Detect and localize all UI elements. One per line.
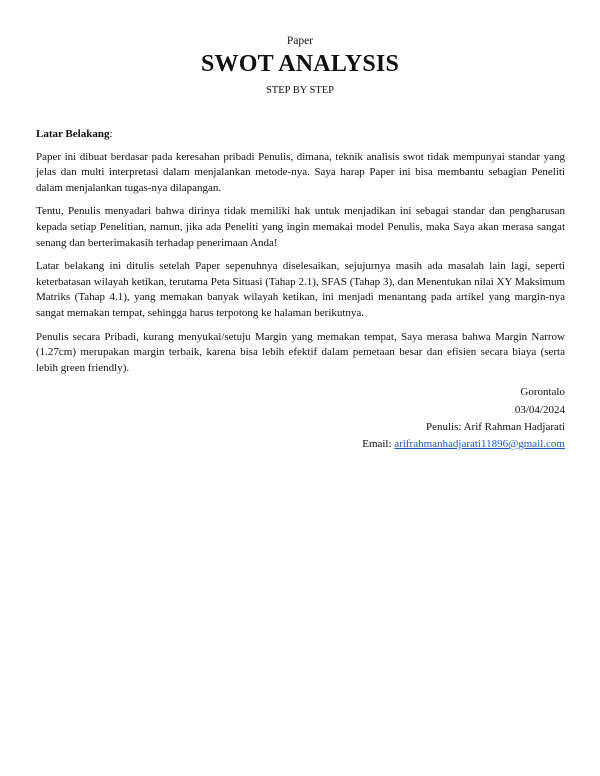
section-heading xyxy=(36,127,565,143)
paragraph-2: Tentu, Penulis menyadari bahwa dirinya tidak memiliki hak untuk menjadikan ini sebagai standar dan pengharusan kepada setiap Penelitian, namun, jika ada Peneliti yang ingin memakai model Penulis, maka Saya akan merasa sangat senang dan berterimakasih terhadap penerimaan Anda! xyxy=(36,205,565,249)
signature-email-line xyxy=(36,436,565,453)
signature-city: Gorontalo xyxy=(520,386,565,399)
signature-date: 03/04/2024 xyxy=(514,403,565,416)
signature-author: Penulis: Arif Rahman Hadjarati xyxy=(426,420,565,433)
paragraph-1: Paper ini dibuat berdasar pada keresahan pribadi Penulis, dimana, teknik analisis swot tidak mempunyai standar yang jelas dan multi interpretasi dalam menjalankan metode-nya. Saya harap Paper ini bisa membantu sebagian Peneliti dalam menjalankan tugas-nya dilapangan. xyxy=(36,150,565,194)
document-title: SWOT ANALYSIS xyxy=(200,51,400,77)
section-heading-text: Latar Belakang xyxy=(36,128,110,140)
signature-email-label: Email: xyxy=(362,437,395,450)
paragraph-4: Penulis secara Pribadi, kurang menyukai/setuju Margin yang memakan tempat, Saya merasa bahwa Margin Narrow (1.27cm) merupakan margin terbaik, karena bisa lebih efektif dalam pemetaan besar dan efisien secara biaya (serta lebih green friendly). xyxy=(36,330,565,374)
signature-email-link[interactable]: arifrahmanhadjarati11896@gmail.com xyxy=(394,437,565,450)
paragraph-3: Latar belakang ini ditulis setelah Paper sepenuhnya diselesaikan, sejujurnya masih ada masalah lain lagi, seperti keterbatasan wilayah ketikan, terutama Peta Situasi (Tahap 2.1), SFAS (Tahap 3), dan Menentukan nilai XY Maksimum Matriks (Tahap 4.1), yang memakan banyak wilayah ketikan, ini menjadi menantang pada artikel yang margin-nya sangat memakan tempat, sehingga harus terpotong ke halaman berikutnya. xyxy=(36,260,565,319)
document-header xyxy=(0,33,600,98)
section-heading-colon: : xyxy=(109,128,113,140)
document-body xyxy=(36,127,565,453)
document-kicker: Paper xyxy=(286,35,314,47)
signature-block xyxy=(36,384,565,453)
document-subtitle: STEP BY STEP xyxy=(265,85,335,96)
